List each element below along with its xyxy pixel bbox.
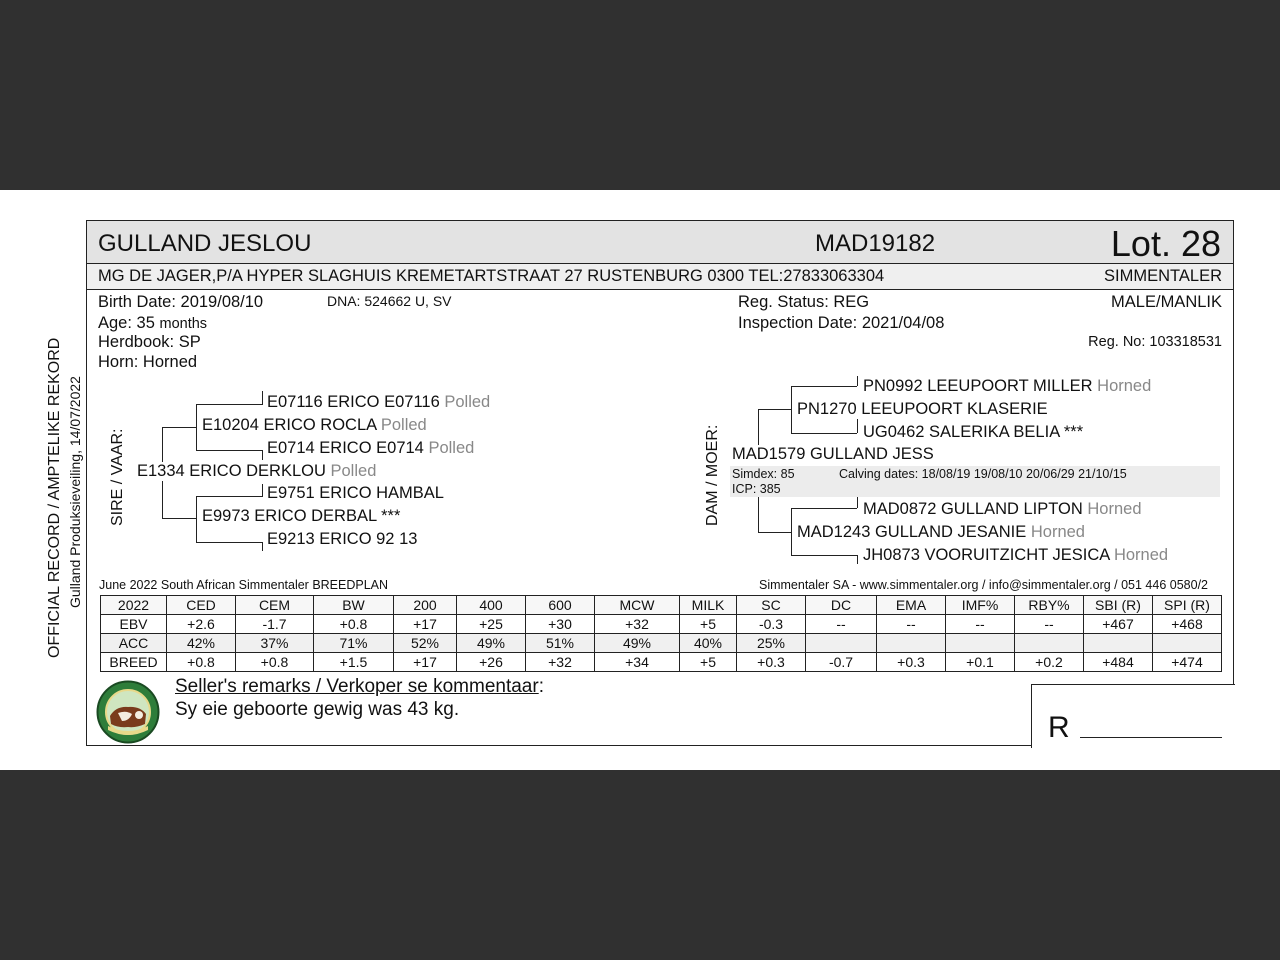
value-cell: 49% bbox=[457, 634, 526, 653]
dam-label: DAM / MOER: bbox=[704, 424, 721, 526]
value-cell: 71% bbox=[314, 634, 394, 653]
breedplan-table bbox=[100, 595, 1222, 672]
dam-dam-sire bbox=[863, 500, 1142, 519]
breedplan-caption: June 2022 South African Simmentaler BREEDPLAN bbox=[99, 578, 389, 592]
pedigree-name: E1334 ERICO DERKLOU bbox=[137, 462, 326, 480]
value-cell: +30 bbox=[526, 615, 595, 634]
value-cell: 200 bbox=[394, 596, 457, 615]
horn-label: Horned bbox=[1097, 377, 1152, 395]
official-record-label: OFFICIAL RECORD / AMPTELIKE REKORD bbox=[46, 337, 63, 658]
value-cell: CEM bbox=[236, 596, 314, 615]
value-cell: MCW bbox=[595, 596, 680, 615]
value-cell: +5 bbox=[680, 615, 737, 634]
reg-status: Reg. Status: REG bbox=[738, 293, 870, 311]
value-cell: +0.3 bbox=[877, 653, 946, 672]
value-cell: +25 bbox=[457, 615, 526, 634]
value-cell: -- bbox=[1015, 615, 1084, 634]
pedigree-name: MAD1579 GULLAND JESS bbox=[732, 445, 934, 463]
pedigree-name: PN0992 LEEUPOORT MILLER bbox=[863, 377, 1093, 395]
value-cell: 37% bbox=[236, 634, 314, 653]
sire-sire bbox=[202, 416, 427, 435]
pedigree-name: E9213 ERICO 92 13 bbox=[267, 530, 418, 548]
lot-number: Lot. 28 bbox=[1110, 223, 1221, 264]
dam-dam bbox=[797, 523, 1085, 542]
pedigree-name: E9973 ERICO DERBAL *** bbox=[202, 507, 401, 525]
dam-dam-dam bbox=[863, 546, 1168, 565]
value-cell: 25% bbox=[737, 634, 806, 653]
value-cell: 600 bbox=[526, 596, 595, 615]
value-cell: -- bbox=[946, 615, 1015, 634]
value-cell: 49% bbox=[595, 634, 680, 653]
value-cell bbox=[877, 634, 946, 653]
value-cell bbox=[806, 634, 877, 653]
sire bbox=[137, 462, 376, 481]
inspection-date: Inspection Date: 2021/04/08 bbox=[738, 314, 945, 332]
remarks-heading-text: Seller's remarks / Verkoper se kommentaar bbox=[175, 676, 539, 697]
age-unit: months bbox=[159, 316, 208, 332]
simmentaler-society-seal-icon bbox=[96, 680, 160, 749]
remarks-text: Sy eie geboorte gewig was 43 kg. bbox=[175, 699, 460, 720]
sex: MALE/MANLIK bbox=[1111, 293, 1222, 311]
value-cell: SBI (R) bbox=[1084, 596, 1153, 615]
row-label-cell: ACC bbox=[101, 634, 167, 653]
value-cell: -0.7 bbox=[806, 653, 877, 672]
table-row bbox=[101, 615, 1222, 634]
breed-name: SIMMENTALER bbox=[1104, 267, 1222, 285]
price-prefix: R bbox=[1048, 711, 1070, 744]
horn-label: Polled bbox=[330, 462, 377, 480]
remarks-heading bbox=[175, 676, 544, 698]
society-contact: Simmentaler SA - www.simmentaler.org / info@simmentaler.org / 051 446 0580/2 bbox=[758, 578, 1208, 592]
value-cell: +484 bbox=[1084, 653, 1153, 672]
age-info bbox=[98, 314, 207, 333]
value-cell: 42% bbox=[167, 634, 236, 653]
value-cell: RBY% bbox=[1015, 596, 1084, 615]
value-cell: +467 bbox=[1084, 615, 1153, 634]
animal-card bbox=[86, 220, 1234, 746]
value-cell: SC bbox=[737, 596, 806, 615]
sire-label: SIRE / VAAR: bbox=[109, 428, 126, 526]
pedigree-name: MAD0872 GULLAND LIPTON bbox=[863, 500, 1083, 518]
value-cell: -0.3 bbox=[737, 615, 806, 634]
value-cell: 400 bbox=[457, 596, 526, 615]
dam-sire bbox=[797, 400, 1048, 419]
value-cell: +17 bbox=[394, 653, 457, 672]
value-cell: -- bbox=[877, 615, 946, 634]
birth-date: Birth Date: 2019/08/10 bbox=[98, 293, 264, 311]
value-cell: CED bbox=[167, 596, 236, 615]
horn-label: Polled bbox=[444, 393, 491, 411]
value-cell: +32 bbox=[595, 615, 680, 634]
horn-status: Horn: Horned bbox=[98, 353, 198, 371]
value-cell: EMA bbox=[877, 596, 946, 615]
horn-label: Horned bbox=[1113, 546, 1169, 564]
horn-label: Polled bbox=[428, 439, 475, 457]
dam-sire-dam bbox=[863, 423, 1083, 442]
pedigree-name: E07116 ERICO E07116 bbox=[267, 393, 440, 411]
pedigree-name: MAD1243 GULLAND JESANIE bbox=[797, 523, 1027, 541]
pedigree-name: JH0873 VOORUITZICHT JESICA bbox=[863, 546, 1110, 564]
dam-simdex: Simdex: 85 bbox=[732, 467, 795, 481]
owner-details: MG DE JAGER,P/A HYPER SLAGHUIS KREMETARTSTRAAT 27 RUSTENBURG 0300 TEL:27833063304 bbox=[98, 267, 885, 285]
value-cell: +1.5 bbox=[314, 653, 394, 672]
value-cell: SPI (R) bbox=[1153, 596, 1222, 615]
table-row bbox=[101, 653, 1222, 672]
value-cell: +26 bbox=[457, 653, 526, 672]
sire-sire-dam bbox=[267, 439, 474, 458]
value-cell: +17 bbox=[394, 615, 457, 634]
auction-sheet bbox=[0, 190, 1280, 770]
value-cell: BW bbox=[314, 596, 394, 615]
row-label-cell: BREED bbox=[101, 653, 167, 672]
value-cell: +468 bbox=[1153, 615, 1222, 634]
value-cell: 52% bbox=[394, 634, 457, 653]
remarks-heading-colon: : bbox=[538, 676, 544, 697]
sire-sire-sire bbox=[267, 393, 490, 412]
value-cell bbox=[1153, 634, 1222, 653]
value-cell: +32 bbox=[526, 653, 595, 672]
age-value: Age: 35 bbox=[98, 314, 155, 332]
sire-dam bbox=[202, 507, 400, 526]
owner-bar bbox=[87, 264, 1233, 290]
value-cell bbox=[1015, 634, 1084, 653]
value-cell: -1.7 bbox=[236, 615, 314, 634]
pedigree-name: E0714 ERICO E0714 bbox=[267, 439, 424, 457]
value-cell: +0.3 bbox=[737, 653, 806, 672]
sire-dam-dam bbox=[267, 530, 417, 549]
value-cell: +2.6 bbox=[167, 615, 236, 634]
dam-sire-sire bbox=[863, 377, 1151, 396]
price-box bbox=[1031, 684, 1235, 748]
horn-label: Horned bbox=[1030, 523, 1085, 541]
value-cell: +0.8 bbox=[167, 653, 236, 672]
herdbook: Herdbook: SP bbox=[98, 333, 201, 351]
value-cell: IMF% bbox=[946, 596, 1015, 615]
pedigree-name: UG0462 SALERIKA BELIA *** bbox=[863, 423, 1084, 441]
reg-number: Reg. No: 103318531 bbox=[1088, 334, 1222, 350]
value-cell: +0.1 bbox=[946, 653, 1015, 672]
value-cell bbox=[1084, 634, 1153, 653]
auction-name-label: Gulland Produksieveiling, 14/07/2022 bbox=[67, 376, 83, 608]
table-row bbox=[101, 634, 1222, 653]
value-cell: +474 bbox=[1153, 653, 1222, 672]
dna-info: DNA: 524662 U, SV bbox=[327, 293, 452, 309]
value-cell: -- bbox=[806, 615, 877, 634]
animal-name: GULLAND JESLOU bbox=[98, 230, 312, 257]
value-cell: DC bbox=[806, 596, 877, 615]
dam bbox=[732, 445, 934, 464]
pedigree-name: E9751 ERICO HAMBAL bbox=[267, 484, 444, 502]
header-row bbox=[101, 596, 1222, 615]
pedigree-name: E10204 ERICO ROCLA bbox=[202, 416, 377, 434]
row-label-cell: EBV bbox=[101, 615, 167, 634]
row-label-cell: 2022 bbox=[101, 596, 167, 615]
value-cell: +5 bbox=[680, 653, 737, 672]
value-cell: 51% bbox=[526, 634, 595, 653]
value-cell bbox=[946, 634, 1015, 653]
price-field[interactable] bbox=[1080, 737, 1222, 738]
animal-id: MAD19182 bbox=[815, 230, 936, 257]
value-cell: +0.2 bbox=[1015, 653, 1084, 672]
value-cell: 40% bbox=[680, 634, 737, 653]
horn-label: Horned bbox=[1087, 500, 1142, 518]
value-cell: MILK bbox=[680, 596, 737, 615]
sire-dam-sire bbox=[267, 484, 444, 503]
pedigree-name: PN1270 LEEUPOORT KLASERIE bbox=[797, 400, 1048, 418]
dam-icp: ICP: 385 bbox=[732, 482, 781, 496]
value-cell: +0.8 bbox=[314, 615, 394, 634]
value-cell: +0.8 bbox=[236, 653, 314, 672]
horn-label: Polled bbox=[380, 416, 427, 434]
dam-calving-dates: Calving dates: 18/08/19 19/08/10 20/06/29 21/10/15 bbox=[839, 467, 1127, 481]
value-cell: +34 bbox=[595, 653, 680, 672]
title-bar bbox=[87, 221, 1233, 264]
